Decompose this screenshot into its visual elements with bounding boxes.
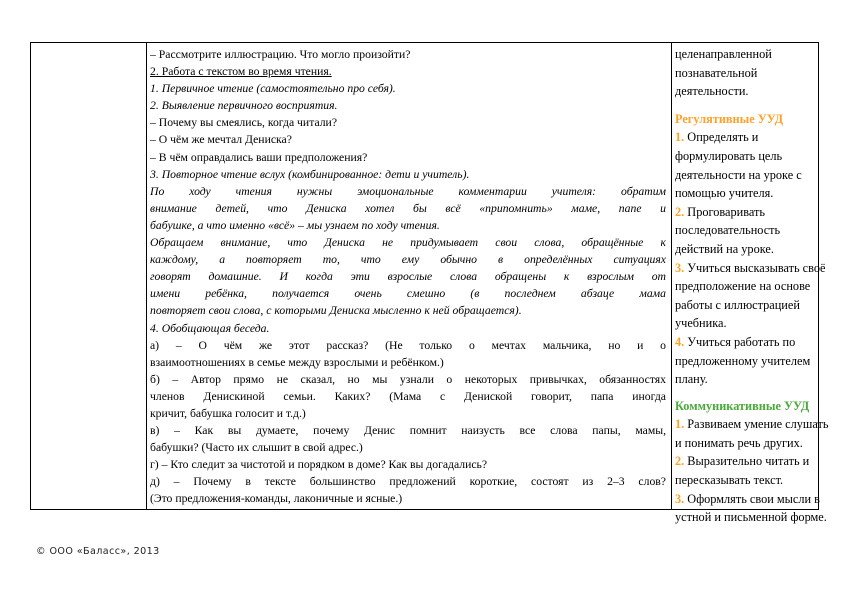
item-number: 1.	[675, 417, 685, 432]
text-line: членов Денискиной семьи. Каких? (Мама с Дениской говорит, папа иногда	[150, 389, 666, 403]
communicative-uud-heading: Коммуникативные УУД	[675, 398, 810, 413]
text-line: По ходу чтения нужны эмоциональные комментарии учителя: обратим	[150, 184, 666, 198]
text-line: имени ребёнка, получается очень смешно (в последнем абзаце мама	[150, 287, 666, 301]
text-line: – Почему вы смеялись, когда читали?	[150, 116, 338, 130]
text-line: – В чём оправдались ваши предположения?	[150, 150, 368, 164]
activity-column	[147, 43, 672, 509]
uud-text-line: 1. Определять и	[675, 130, 759, 145]
text-line: бабушки? (Часто их слышит в свой адрес.)	[150, 441, 363, 455]
text-line: 2. Выявление первичного восприятия.	[150, 99, 338, 113]
text-line: каждому, а повторяет то, что ему обычно в определённых ситуациях	[150, 253, 666, 267]
text-line: кричит, бабушка голосит и т.д.)	[150, 406, 306, 420]
uud-text-line: помощью учителя.	[675, 186, 774, 201]
text-line: – О чём же мечтал Дениска?	[150, 133, 292, 147]
uud-text-line: 2. Выразительно читать и	[675, 454, 810, 469]
stage-column	[31, 43, 147, 509]
uud-text-line: предположение на основе	[675, 279, 811, 294]
uud-text-line: 2. Проговаривать	[675, 204, 765, 219]
uud-text-line: 3. Учиться высказывать своё	[675, 260, 826, 275]
uud-text-line: учебника.	[675, 316, 727, 331]
text-line: говорят домашние. И когда эти взрослые слова обращены к взрослым от	[150, 270, 666, 284]
item-number: 4.	[675, 334, 685, 349]
text-line: 1. Первичное чтение (самостоятельно про себя).	[150, 82, 396, 96]
text-line: б) – Автор прямо не сказал, но мы узнали о некоторых привычках, обязанностях	[150, 372, 666, 386]
text-line: (Это предложения-команды, лаконичные и ясные.)	[150, 492, 403, 506]
uud-column	[672, 43, 829, 525]
text-line: Обращаем внимание, что Дениска не придумывает свои слова, обращённые к	[150, 236, 666, 250]
text-line: взаимоотношениях в семье между взрослыми и ребёнком.)	[150, 355, 444, 369]
uud-text-line: устной и письменной форме.	[675, 510, 827, 525]
uud-text-line: 4. Учиться работать по	[675, 334, 796, 349]
text-line: 4. Обобщающая беседа.	[150, 321, 270, 335]
uud-text-line: познавательной	[675, 65, 758, 80]
text-line: бабушке, а что именно «всё» – мы узнаем по ходу чтения.	[150, 218, 440, 232]
item-number: 3.	[675, 491, 685, 506]
uud-text-line: 1. Развиваем умение слушать	[675, 417, 829, 432]
item-number: 2.	[675, 204, 685, 219]
uud-text-line: и понимать речь других.	[675, 435, 803, 450]
text-line: 3. Повторное чтение вслух (комбинированное: дети и учитель).	[150, 167, 470, 181]
uud-text-line: предложенному учителем	[675, 353, 811, 368]
uud-text-line: целенаправленной	[675, 47, 772, 61]
text-line: – Рассмотрите иллюстрацию. Что могло произойти?	[150, 48, 411, 61]
uud-text-line: деятельности на уроке с	[675, 167, 802, 182]
uud-text-line: плану.	[675, 372, 708, 387]
item-number: 2.	[675, 454, 685, 469]
text-line: внимание детей, что Дениска хотел бы всё «припомнить» маме, папе и	[150, 201, 666, 215]
uud-text-line: деятельности.	[675, 84, 749, 99]
uud-text-line: формулировать цель	[675, 148, 783, 163]
text-line: д) – Почему в тексте большинство предложений короткие, состоят из 2–3 слов?	[150, 475, 666, 489]
text-line: повторяет свои слова, с которыми Дениска мысленно к ней обращается).	[150, 304, 522, 318]
item-number: 3.	[675, 260, 685, 275]
uud-text-line: 3. Оформлять свои мысли в	[675, 491, 820, 506]
text-line: в) – Как вы думаете, почему Денис помнит наизусть все слова папы, мамы,	[150, 424, 666, 438]
uud-text-line: действий на уроке.	[675, 241, 774, 256]
uud-text-line: пересказывать текст.	[675, 473, 784, 488]
uud-text-line: работы с иллюстрацией	[675, 297, 800, 312]
text-line: а) – О чём же этот рассказ? (Не только о мечтах мальчика, но и о	[150, 338, 666, 352]
uud-text-line: последовательность	[675, 223, 781, 238]
lesson-table	[30, 42, 829, 525]
regulative-uud-heading: Регулятивные УУД	[675, 111, 784, 126]
copyright-footer: © ООО «Баласс», 2013	[36, 546, 160, 557]
item-number: 1.	[675, 130, 685, 145]
text-line: г) – Кто следит за чистотой и порядком в доме? Как вы догадались?	[150, 458, 488, 472]
section-heading: 2. Работа с текстом во время чтения.	[150, 65, 332, 79]
